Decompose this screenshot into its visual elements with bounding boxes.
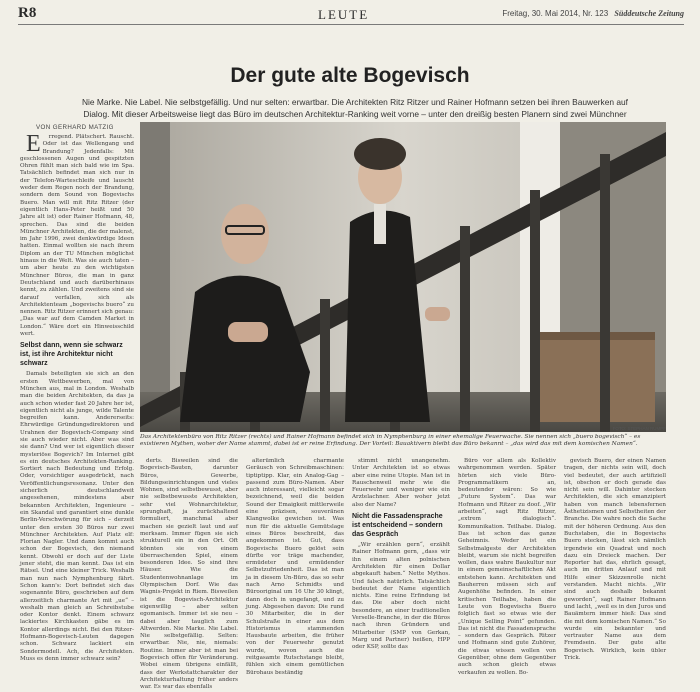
body-paragraph: alterümlich charmante Geräusch von Schreibmaschinen: tiptiptipp. Klar, ein Analog-Gag – passend zum Büro-Namen. Aber auch interessant, vielleicht sogar bezeichnend, weil die beiden Sound der Emaigkeit mittlerweile eine präzisen, souveränen Klangwolke gewichen ist. Was nun für die aktuelle Gemütslage eines Büros beschreibt, das angekommen ist. Gut, dass Bogevischs Buero gelöst sein dürfte vor träge machender, ermüdeter und ermüdender Selbstzufriedenheit. Das ist man ja in diesem Un-Büro, das so sehr nach Arno Schmidts und Bürooriginal um 16 Uhr 30 klingt, dann doch in ungefangt, und zu jung. Abgesehen davon: Die rund 30 Mitarbeiter, die in der Schulstraße in einer aus dem Historismus stammenden Hausbaute arbeiten, die früher von der Feuerwehr genutzt wurde, wovon auch die reitgasamte Rutschstange bleibt, fühlen sich einem gemütlichen Bürohaus beständig bbox=[246, 458, 344, 676]
left-column bbox=[20, 131, 134, 662]
architects-photo-illustration bbox=[140, 122, 666, 432]
bottom-column-2 bbox=[246, 458, 344, 676]
body-paragraph: derts. Bisweilen sind die Bogevisch-Bauten, darunter Büros, Gewerbe, Bildungseinrichtungen und vieles Wohnen, sind selbstbewusst, aber nie selbstbewusste Architekten, sehr viel Wohnarchitektur, sprunghaft, ja zurückhaltend formuliert, manchmal aber machen sie gezielt laut und auf merksam. Immer fügen sie sich strukturell ein in den Ort. Oft könnten sie von einem überraschenden Spiel, einem besonderen Idee. So sind ihre Häuser. Wie die Studentenwohnanlage im Olympischen Dorf. Wie das Wagnis-Projekt in Riem. Bisweilen ist die Bogevisch-Architektur eigenwillig – aber selten egomanisch. Immer ist sie neu – dabei aber tauglich zum Altwerden. Nie Marke. Nie Label. Nie selbstgefällig. Selten: erwartbar. Nie, nie, niemals: Routine. Immer aber ist man bei Bogevisch offen für Veränderung. Wobei einem übrigens einfällt, dass der Werkstattcharakter der Architekturhaltung früher anders war. Es war das ebenfalls bbox=[140, 458, 238, 691]
page-number: R8 bbox=[18, 5, 37, 21]
body-paragraph: stimmt nicht unangenehm. Unter Architekten ist so etwas aber eine reine Utopie. Man ist in Rauschenweil mehr wie die Feuerwehr und weniger wie ein Arztelachner. Aber woher jetzt also der Name? bbox=[352, 458, 450, 508]
body-paragraph: Damals beteiligten sie sich an den ersten Wettbewerben, mal von München aus, mal in London. Weshalb man die beiden Architekten, da das ja auch schon wieder fast 20 Jahre her ist, eigentlich nicht als junge, wilde Talente begreifen kann. Andererseits: Ehrwürdige Gründungsdirektoren und Urahnen der Bogevisch-Company sind sie auch wieder nicht. Aber was sind sie dann? Und wer ist eigentlich dieser mysteriöse Bogevich? Im Internet gibt es ein deutsches Architekten-Ranking. Sortiert nach Bedeutung und Erfolg. Oder, vorsichtiger ausgedrückt, nach Veröffentlichungsresonanz. Unter den sicherlich deutschlandweit angesehenen, mindestens aber bekannten Architekten, Ingenieure – ein Skandal und garantiert eine dunkle Berlin-Verschwörung für sich – derzeit unter den ersten 30 Büros nur zwei Münchner Architekten. Auf Platz elf: Florian Nagler. Und dann kommt auch schon der Bogevisch, den niemand kennt. Obwohl er doch auf der Liste jener steht, die man kennt. Das ist ein Rätsel. Und eine kleiner Trick. Weshalb man nun nach Nymphenburg fährt. Schon kann's: Dort befindet sich das sogenannte Büro, geschrieben auf dem allerzeitlich charmante Art mit „ue“ – weshalb man gleich an Schreibstube oder Kontor denkt. Einem schwarz lackiertes Kirchkasten gäbe es im Kontor allerdings nicht. Bei den Ritzer-Hofmann-Bogevisch-Leuten dagegen schon. Schwarz lackiert ein Sondermodell. Ach, die Architekten. Muss es denn immer schwarz sein? bbox=[20, 371, 134, 662]
article-photo bbox=[140, 122, 666, 432]
byline: VON GERHARD MATZIG bbox=[36, 124, 114, 131]
headline: Der gute alte Bogevisch bbox=[230, 64, 470, 87]
bottom-column-3 bbox=[352, 458, 450, 651]
body-paragraph: „Wir erzählen gern“, erzählt Rainer Hofmann gern, „dass wir ihn einem alten polnischen Architekten für einen Dollar abgekauft haben.“ Nette Mythos. Und falsch natürlich. Tatsächlich bedeutet der Name eigentlich nichts. Eine reine Erfindung ist das. Die aber doch nicht besondere, an einer traditionellen Verselle-Branche, in der die Büros nach ihren Gründern und Mitarbeiter (SMP von Gerkan, Marg und Partner) heißen, HPP oder KSP, sollte das bbox=[352, 542, 450, 651]
body-paragraph: gevisch Buero, der einen Namen tragen, der nichts sein will, doch viel bedeutet, der auch artifiziell ist, obschon er doch gerade das nicht sein will. Dahinter stecken Architekten, die sich emanzipiert haben von manch lebensfernen Ästhetizismen und Selbstheiten der Branche. Die wahre noch die Sache mit der höheren Ordnung. Aus den Buchstaben, die in Bogevischs Buero stecken, lässt sich nämlich irgendwie ein Quadrat und noch dazu ein Dreieck machen. Der Reporter hat das, ehrlich gesagt, auch im dritten Anlauf und mit Hilfe einer Skizzenrolle nicht verstanden. Macht nichts. „Wir sind auch deshalb bekannt geworden“, sagt Rainer Hofmann und lacht, „weil es in den Juros und Bauämtern immer hieß: Das sind die mit dem komischen Namen.“ So wurde ein bekannter und vertrauter Name aus dem Fremdsein. Der gute alte Bogevisch. Wirklich, kein übler Trick. bbox=[564, 458, 666, 662]
issue-date: Freitag, 30. Mai 2014, Nr. 123 bbox=[502, 9, 609, 18]
photo-caption: Das Architektenbüro von Ritz Ritzer (rechts) und Rainer Hofmann befindet sich in Nymphenburg in einer ehemalige Feuerwache. Sie nennen sich „buero bogevisch“ – es existieren Mythen, woher der Name stammt, dabei ist er reine Erfindung. Der Vorteil: Bauaktivern bleibt das Büro bekannt – „das wird das mit dem komischen Namen“. bbox=[140, 434, 641, 447]
page-header bbox=[18, 3, 684, 25]
photo-credit: FOTO: STEPHAN RUMPF bbox=[612, 426, 666, 431]
subhead-1: Selbst dann, wenn sie schwarz ist, ist ihre Architektur nicht schwarz bbox=[20, 342, 123, 368]
bottom-column-4 bbox=[458, 458, 556, 676]
subhead-2: Nicht die Fassadensprache ist entscheidend – sondern das Gespräch bbox=[352, 513, 443, 539]
body-paragraph: Büro vor allem als Kollektiv wahrgenommen werden. Später hörten sich viele Büro-Programmatikern an, bedeutender wären: So wie „Future System“. Das war Hofmann und Ritzer zu doof. „Wir arbeiten“, sagt Ritz Ritzer, „extrem dialogisch“. Kommunikation. Teilhabe. Dialog. Das ist schon das ganze Geheimnis. Weder ist ein Selbstmalgeste der Architekten bleibt, warum sie nicht begreifen wollen, dass wahre Baukultur nur in einem gemeinschaftlichen Akt entstehen kann. Architekten und Bauherren müssen sich auf Augenhöhe befinden. In einer kritischen Teilhabe, haben die Leute von Bogevischs Buero folglich fast so etwas wie der „Unique Selling Point“ gefunden. Das ist nicht die Fassadensprache – sondern das Gespräch. Ritzer und Hofmann sind gute Zuhörer, die etwas wissen wollen von Gegenüber, ohne dem Gegenüber auch schon gleich etwas verkaufen zu wollen. Bo- bbox=[458, 458, 556, 676]
section-title: LEUTE bbox=[318, 7, 370, 22]
teaser: Nie Marke. Nie Label. Nie selbstgefällig. Und nur selten: erwartbar. Die Architekten Ritz Ritzer und Rainer Hofmann setzen bei ihren Bauwerken auf Dialog. Mit dieser Arbeitsweise liegt das Büro im deutschen Architektur-Ranking weit vorne – unter den dreißig besten Planern sind zwei Münchner bbox=[81, 97, 629, 119]
bottom-column-1 bbox=[140, 458, 238, 691]
newspaper-name: Süddeutsche Zeitung bbox=[614, 9, 684, 18]
lead-paragraph: Erregend. Plätschert. Rauscht. Oder ist das Wellengang und Brandung? Jedenfalls: Mit geschlossenen Augen und gespitzten Ohren fühlt man sich bald wie im Spa. Tatsächlich befindet man sich nur in der Telefon-Warteschleife und lauscht weder dem Regen noch der Brandung, sondern dem Sound von Bogevischs Buero. Man will mit Ritz Ritzer (der eigentlich Hans-Peter heißt und 50 Jahre alt ist) oder Rainer Hofmann, 48, sprechen. Das sind die beiden Münchner Architekten, die der malenst, im Jahr 1996, zwei denkwürdige Ideen hatten. Einmal wollten sie nach ihrem Diplom an der TU München möglichst hinaus in die Welt. Was sie auch taten – um aber heute zu den wichtigsten Münchner Büros, die man in ganz Deutschland und auch darüberhinaus kennt, zu zählen. Und zweitens sind sie darauf verfallen, sich als Architektenteam „bogevischs buero“ zu nennen. Ritz Ritzer erinnert sich genau: „Das war auf dem Camden Market in London.“ Wäre dort ein Hinweisschild wert. bbox=[20, 131, 134, 338]
dateline bbox=[502, 9, 684, 18]
bottom-column-5 bbox=[564, 458, 666, 662]
